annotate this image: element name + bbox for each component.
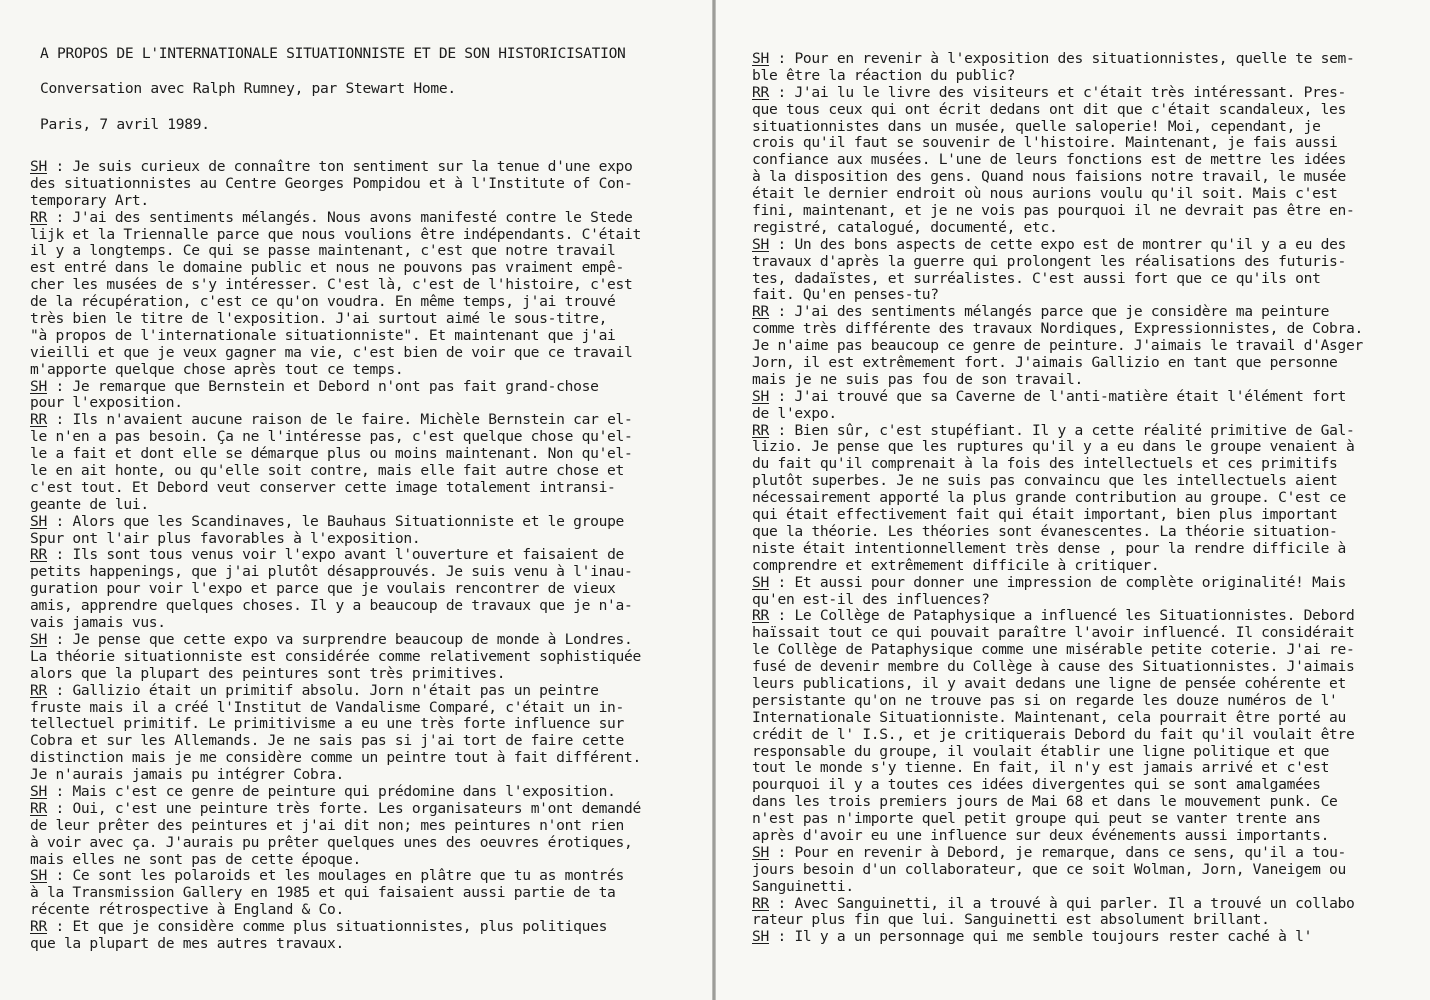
line-text: pourquoi il y a toutes ces idées divergentes qui se sont amalgamées <box>752 776 1321 794</box>
line-text: : Avec Sanguinetti, il a trouvé à qui parler. Il a trouvé un collabo <box>768 894 1355 912</box>
dialogue-line <box>752 828 1363 845</box>
speaker-initials: SH <box>30 630 47 648</box>
dialogue-line <box>752 760 1363 777</box>
line-text: le a fait et dont elle se démarque plus ou moins maintenant. Non qu'el- <box>30 445 633 463</box>
line-text: Internationale Situationniste. Maintenant, cela pourrait être porté au <box>752 708 1347 726</box>
line-text: cher les musées de s'y intéresser. C'est là, c'est de l'histoire, c'est <box>30 276 633 294</box>
line-text: à la disposition des gens. Quand nous faisions notre travail, le musée <box>752 168 1347 186</box>
dialogue-line <box>752 152 1363 169</box>
dialogue-line <box>30 463 641 480</box>
right-page <box>716 0 1430 1000</box>
line-text: "à propos de l'internationale situationniste". Et maintenant que j'ai <box>30 326 616 344</box>
line-text: : Le Collège de Pataphysique a influencé les Situationnistes. Debord <box>768 607 1355 625</box>
speaker-initials: RR <box>752 421 769 439</box>
speaker-initials: RR <box>752 303 769 321</box>
line-text: : J'ai trouvé que sa Caverne de l'anti-matière était l'élément fort <box>768 387 1347 405</box>
speaker-initials: RR <box>30 546 47 564</box>
dialogue-line <box>752 372 1363 389</box>
dialogue-line <box>752 51 1363 68</box>
line-text: que tous ceux qui ont écrit dedans ont dit que c'était scandaleux, les <box>752 100 1347 118</box>
line-text: haïssait tout ce qui pouvait paraître l'avoir influencé. Il considérait <box>752 624 1355 642</box>
dialogue-line <box>30 429 641 446</box>
dialogue-line <box>752 203 1363 220</box>
line-text: : Ils n'avaient aucune raison de le faire. Michèle Bernstein car el- <box>46 411 633 429</box>
dialogue-line <box>752 85 1363 102</box>
dialogue-line <box>30 632 641 649</box>
dialogue-line <box>30 615 641 632</box>
line-text: : Alors que les Scandinaves, le Bauhaus Situationniste et le groupe <box>46 512 625 530</box>
line-text: pour l'exposition. <box>30 394 183 412</box>
line-text: fusé de devenir membre du Collège à cause des Situationnistes. J'aimais <box>752 658 1355 676</box>
line-text: : Pour en revenir à l'exposition des situationnistes, quelle te sem- <box>768 50 1355 67</box>
line-text: amis, apprendre quelques choses. Il y a beaucoup de travaux que je n'a- <box>30 597 633 615</box>
line-text: : Et aussi pour donner une impression de complète originalité! Mais <box>768 573 1347 591</box>
dialogue-line <box>30 193 641 210</box>
dialogue-line <box>752 68 1363 85</box>
dialogue-line <box>30 328 641 345</box>
line-text: le n'en a pas besoin. Ça ne l'intéresse pas, c'est quelque chose qu'el- <box>30 428 633 446</box>
dialogue-line <box>752 676 1363 693</box>
dialogue-line <box>752 186 1363 203</box>
article-subtitle: Conversation avec Ralph Rumney, par Stewart Home. <box>40 80 456 97</box>
dialogue-line <box>752 659 1363 676</box>
dialogue-line <box>752 744 1363 761</box>
dialogue-line <box>752 304 1363 321</box>
dialogue-line <box>30 497 641 514</box>
line-text: niste était intentionnellement très dense , pour la rendre difficile à <box>752 539 1347 557</box>
dialogue-line <box>752 389 1363 406</box>
dialogue-line <box>30 852 641 869</box>
line-text: récente rétrospective à England & Co. <box>30 901 344 919</box>
line-text: tellectuel primitif. Le primitivisme a eu une très forte influence sur <box>30 715 625 733</box>
dialogue-line <box>752 693 1363 710</box>
dialogue-line <box>752 642 1363 659</box>
dialogue-line <box>752 423 1363 440</box>
line-text: geante de lui. <box>30 495 149 513</box>
dialogue-line <box>752 592 1363 609</box>
dialogue-line <box>752 338 1363 355</box>
speaker-initials: SH <box>30 158 47 175</box>
dialogue-line <box>752 879 1363 896</box>
speaker-initials: SH <box>752 573 769 591</box>
dialogue-line <box>752 254 1363 271</box>
speaker-initials: RR <box>752 607 769 625</box>
line-text: : Ce sont les polaroids et les moulages en plâtre que tu as montrés <box>46 867 625 885</box>
speaker-initials: SH <box>752 50 769 67</box>
dialogue-line <box>752 524 1363 541</box>
line-text: Spur ont l'air plus favorables à l'exposition. <box>30 529 421 547</box>
line-text: Je n'aime pas beaucoup ce genre de peinture. J'aimais le travail d'Asger <box>752 337 1364 355</box>
line-text: mais elles ne sont pas de cette époque. <box>30 850 361 868</box>
speaker-initials: SH <box>30 867 47 885</box>
speaker-initials: RR <box>30 918 47 936</box>
speaker-initials: RR <box>30 411 47 429</box>
line-text: à voir avec ça. J'aurais pu prêter quelques unes des oeuvres érotiques, <box>30 833 633 851</box>
dialogue-line <box>30 801 641 818</box>
dialogue-line <box>752 608 1363 625</box>
speaker-initials: SH <box>30 512 47 530</box>
right-dialogue <box>752 51 1363 946</box>
speaker-initials: SH <box>752 387 769 405</box>
line-text: crédit de l' I.S., et je critiquerais Debord du fait qu'il voulait être <box>752 725 1355 743</box>
dialogue-line <box>30 277 641 294</box>
dialogue-line <box>30 581 641 598</box>
dialogue-line <box>30 480 641 497</box>
dialogue-line <box>30 868 641 885</box>
line-text: crois qu'il faut se souvenir de l'histoire. Maintenant, je fais aussi <box>752 134 1338 152</box>
line-text: plutôt superbes. Je ne suis pas convaincu que les intellectuels aient <box>752 472 1338 490</box>
left-page <box>0 0 712 1000</box>
dialogue-line <box>752 575 1363 592</box>
speaker-initials: RR <box>752 83 769 101</box>
dialogue-line <box>30 902 641 919</box>
line-text: distinction mais je me considère comme un peintre tout à fait différent. <box>30 749 642 767</box>
dialogue-line <box>752 558 1363 575</box>
dialogue-line <box>752 473 1363 490</box>
dialogue-line <box>752 929 1363 946</box>
dialogue-line <box>752 321 1363 338</box>
line-text: n'est pas n'importe quel petit groupe qui peut se vanter trente ans <box>752 810 1321 828</box>
line-text: vais jamais vus. <box>30 614 166 632</box>
line-text: persistante qu'on ne trouve pas si on regarde les douze numéros de l' <box>752 691 1338 709</box>
line-text: dans les trois premiers jours de Mai 68 et dans le mouvement punk. Ce <box>752 793 1338 811</box>
line-text: vieilli et que je veux gagner ma vie, c'est bien de voir que ce travail <box>30 343 633 361</box>
line-text: mais je ne suis pas fou de son travail. <box>752 370 1083 388</box>
dialogue-line <box>30 649 641 666</box>
dialogue-line <box>752 287 1363 304</box>
line-text: Cobra et sur les Allemands. Je ne sais pas si j'ai tort de faire cette <box>30 732 625 750</box>
dialogue-line <box>30 243 641 260</box>
line-text: temporary Art. <box>30 191 149 209</box>
line-text: qui était effectivement fait qui était important, bien plus important <box>752 506 1338 524</box>
line-text: le en ait honte, ou qu'elle soit contre, mais elle fait autre chose et <box>30 462 625 480</box>
dialogue-line <box>752 406 1363 423</box>
place-date: Paris, 7 avril 1989. <box>40 116 210 133</box>
dialogue-line <box>30 294 641 311</box>
dialogue-line <box>30 885 641 902</box>
dialogue-line <box>752 811 1363 828</box>
speaker-initials: RR <box>752 894 769 912</box>
left-dialogue <box>30 159 641 953</box>
dialogue-line <box>30 379 641 396</box>
line-text: : Oui, c'est une peinture très forte. Les organisateurs m'ont demandé <box>46 799 642 817</box>
dialogue-line <box>752 727 1363 744</box>
dialogue-line <box>752 507 1363 524</box>
dialogue-line <box>752 169 1363 186</box>
line-text: à la Transmission Gallery en 1985 et qui faisaient aussi partie de ta <box>30 884 616 902</box>
speaker-initials: RR <box>30 681 47 699</box>
line-text: leurs publications, il y avait dedans une ligne de pensée cohérente et <box>752 674 1347 692</box>
dialogue-line <box>30 176 641 193</box>
speaker-initials: RR <box>30 208 47 226</box>
line-text: Jorn, il est extrêmement fort. J'aimais Gallizio en tant que personne <box>752 354 1338 372</box>
dialogue-line <box>30 835 641 852</box>
line-text: : Je pense que cette expo va surprendre beaucoup de monde à Londres. <box>46 630 633 648</box>
line-text: comme très différente des travaux Nordiques, Expressionnistes, de Cobra. <box>752 320 1364 338</box>
line-text: lijk et la Triennalle parce que nous voulions être indépendants. C'était <box>30 225 642 243</box>
dialogue-line <box>752 355 1363 372</box>
dialogue-line <box>30 919 641 936</box>
dialogue-line <box>752 862 1363 879</box>
dialogue-line <box>30 227 641 244</box>
line-text: : Ils sont tous venus voir l'expo avant l'ouverture et faisaient de <box>46 546 625 564</box>
line-text: il y a longtemps. Ce qui se passe maintenant, c'est que notre travail <box>30 242 616 260</box>
dialogue-line <box>752 456 1363 473</box>
dialogue-line <box>30 412 641 429</box>
dialogue-line <box>30 345 641 362</box>
dialogue-line <box>30 446 641 463</box>
line-text: petits happenings, que j'ai plutôt désapprouvés. Je suis venu à l'inau- <box>30 563 633 581</box>
line-text: de leur prêter des peintures et j'ai dit non; mes peintures n'ont rien <box>30 816 625 834</box>
dialogue-line <box>30 210 641 227</box>
dialogue-line <box>30 936 641 953</box>
dialogue-line <box>752 119 1363 136</box>
line-text: tout le monde s'y tienne. En fait, il n'y est jamais arrivé et c'est <box>752 759 1330 777</box>
speaker-initials: SH <box>752 235 769 253</box>
dialogue-line <box>30 514 641 531</box>
dialogue-line <box>30 666 641 683</box>
line-text: c'est tout. Et Debord veut conserver cette image totalement intransi- <box>30 478 616 496</box>
dialogue-line <box>30 784 641 801</box>
dialogue-line <box>30 750 641 767</box>
line-text: de la récupération, c'est ce qu'on voudra. En même temps, j'ai trouvé <box>30 293 616 311</box>
dialogue-line <box>30 818 641 835</box>
line-text: : Mais c'est ce genre de peinture qui prédomine dans l'exposition. <box>46 782 616 800</box>
line-text: m'apporte quelque chose après tout ce temps. <box>30 360 404 378</box>
dialogue-line <box>30 260 641 277</box>
line-text: La théorie situationniste est considérée comme relativement sophistiquée <box>30 647 642 665</box>
line-text: : Gallizio était un primitif absolu. Jorn n'était pas un peintre <box>46 681 599 699</box>
dialogue-line <box>752 541 1363 558</box>
line-text: Sanguinetti. <box>752 877 854 895</box>
dialogue-line <box>752 220 1363 237</box>
line-text: : Un des bons aspects de cette expo est de montrer qu'il y a eu des <box>768 235 1347 253</box>
dialogue-line <box>30 159 641 176</box>
dialogue-line <box>30 362 641 379</box>
line-text: alors que la plupart des peintures sont très primitives. <box>30 664 506 682</box>
line-text: que la théorie. Les théories sont évanescentes. La théorie situation- <box>752 522 1338 540</box>
line-text: jours besoin d'un collaborateur, que ce soit Wolman, Jorn, Vaneigem ou <box>752 860 1347 878</box>
dialogue-line <box>30 311 641 328</box>
dialogue-line <box>752 710 1363 727</box>
line-text: fini, maintenant, et je ne vois pas pourquoi il ne devrait pas être en- <box>752 202 1355 220</box>
dialogue-line <box>752 102 1363 119</box>
line-text: registré, catalogué, documenté, etc. <box>752 218 1058 236</box>
line-text: : Je remarque que Bernstein et Debord n'ont pas fait grand-chose <box>46 377 599 395</box>
dialogue-line <box>752 845 1363 862</box>
line-text: tes, dadaïstes, et surréalistes. C'est aussi fort que ce qu'ils ont <box>752 269 1321 287</box>
line-text: : J'ai des sentiments mélangés. Nous avons manifesté contre le Stede <box>46 208 633 226</box>
dialogue-line <box>752 896 1363 913</box>
dialogue-line <box>30 531 641 548</box>
line-text: qu'en est-il des influences? <box>752 590 990 608</box>
line-text: situationnistes dans un musée, quelle saloperie! Moi, cependant, je <box>752 117 1321 135</box>
line-text: lizio. Je pense que les ruptures qu'il y a eu dans le groupe venaient à <box>752 438 1355 456</box>
dialogue-line <box>752 912 1363 929</box>
line-text: : Et que je considère comme plus situationnistes, plus politiques <box>46 918 608 936</box>
dialogue-line <box>30 547 641 564</box>
line-text: est entré dans le domaine public et nous ne pouvons pas vraiment empê- <box>30 259 625 277</box>
line-text: des situationnistes au Centre Georges Pompidou et à l'Institute of Con- <box>30 174 633 192</box>
line-text: Je n'aurais jamais pu intégrer Cobra. <box>30 766 344 784</box>
line-text: : Il y a un personnage qui me semble toujours rester caché à l' <box>768 928 1313 946</box>
dialogue-line <box>30 564 641 581</box>
dialogue-line <box>752 271 1363 288</box>
line-text: était le dernier endroit où nous aurions voulu qu'il soit. Mais c'est <box>752 185 1338 203</box>
line-text: : Bien sûr, c'est stupéfiant. Il y a cette réalité primitive de Gal- <box>768 421 1355 439</box>
speaker-initials: SH <box>30 782 47 800</box>
dialogue-line <box>30 700 641 717</box>
speaker-initials: SH <box>752 843 769 861</box>
speaker-initials: SH <box>30 377 47 395</box>
line-text: : Je suis curieux de connaître ton sentiment sur la tenue d'une expo <box>46 158 633 175</box>
article-heading: A PROPOS DE L'INTERNATIONALE SITUATIONNISTE ET DE SON HISTORICISATION <box>40 45 626 62</box>
dialogue-line <box>752 794 1363 811</box>
dialogue-line <box>752 237 1363 254</box>
line-text: le Collège de Pataphysique comme une misérable petite coterie. J'ai re- <box>752 641 1355 659</box>
dialogue-line <box>30 716 641 733</box>
speaker-initials: RR <box>30 799 47 817</box>
line-text: fruste mais il a créé l'Institut de Vandalisme Comparé, c'était un in- <box>30 698 625 716</box>
line-text: après d'avoir eu une influence sur deux événements aussi importants. <box>752 826 1330 844</box>
dialogue-line <box>30 598 641 615</box>
line-text: du fait qu'il comprenait à la fois des intellectuels et ces primitifs <box>752 455 1338 473</box>
dialogue-line <box>752 490 1363 507</box>
line-text: de l'expo. <box>752 404 837 422</box>
speaker-initials: SH <box>752 928 769 946</box>
line-text: confiance aux musées. L'une de leurs fonctions est de mettre les idées <box>752 151 1347 169</box>
dialogue-line <box>752 777 1363 794</box>
line-text: : Pour en revenir à Debord, je remarque, dans ce sens, qu'il a tou- <box>768 843 1347 861</box>
line-text: ble être la réaction du public? <box>752 66 1016 84</box>
line-text: que la plupart de mes autres travaux. <box>30 934 344 952</box>
dialogue-line <box>30 767 641 784</box>
dialogue-line <box>30 733 641 750</box>
dialogue-line <box>752 439 1363 456</box>
dialogue-line <box>30 395 641 412</box>
dialogue-line <box>30 683 641 700</box>
line-text: comprendre et extrêmement difficile à critiquer. <box>752 556 1160 574</box>
line-text: fait. Qu'en penses-tu? <box>752 286 939 304</box>
line-text: guration pour voir l'expo et parce que je voulais rencontrer de vieux <box>30 580 616 598</box>
line-text: : J'ai des sentiments mélangés parce que je considère ma peinture <box>768 303 1330 321</box>
line-text: travaux d'après la guerre qui prolongent les réalisations des futuris- <box>752 252 1347 270</box>
line-text: très bien le titre de l'exposition. J'ai surtout aimé le sous-titre, <box>30 310 608 328</box>
line-text: nécessairement apporté la plus grande contribution au groupe. C'est ce <box>752 489 1347 507</box>
line-text: rateur plus fin que lui. Sanguinetti est absolument brillant. <box>752 911 1270 929</box>
dialogue-line <box>752 135 1363 152</box>
line-text: : J'ai lu le livre des visiteurs et c'était très intéressant. Pres- <box>768 83 1347 101</box>
dialogue-line <box>752 625 1363 642</box>
line-text: responsable du groupe, il voulait établir une ligne politique et que <box>752 742 1330 760</box>
